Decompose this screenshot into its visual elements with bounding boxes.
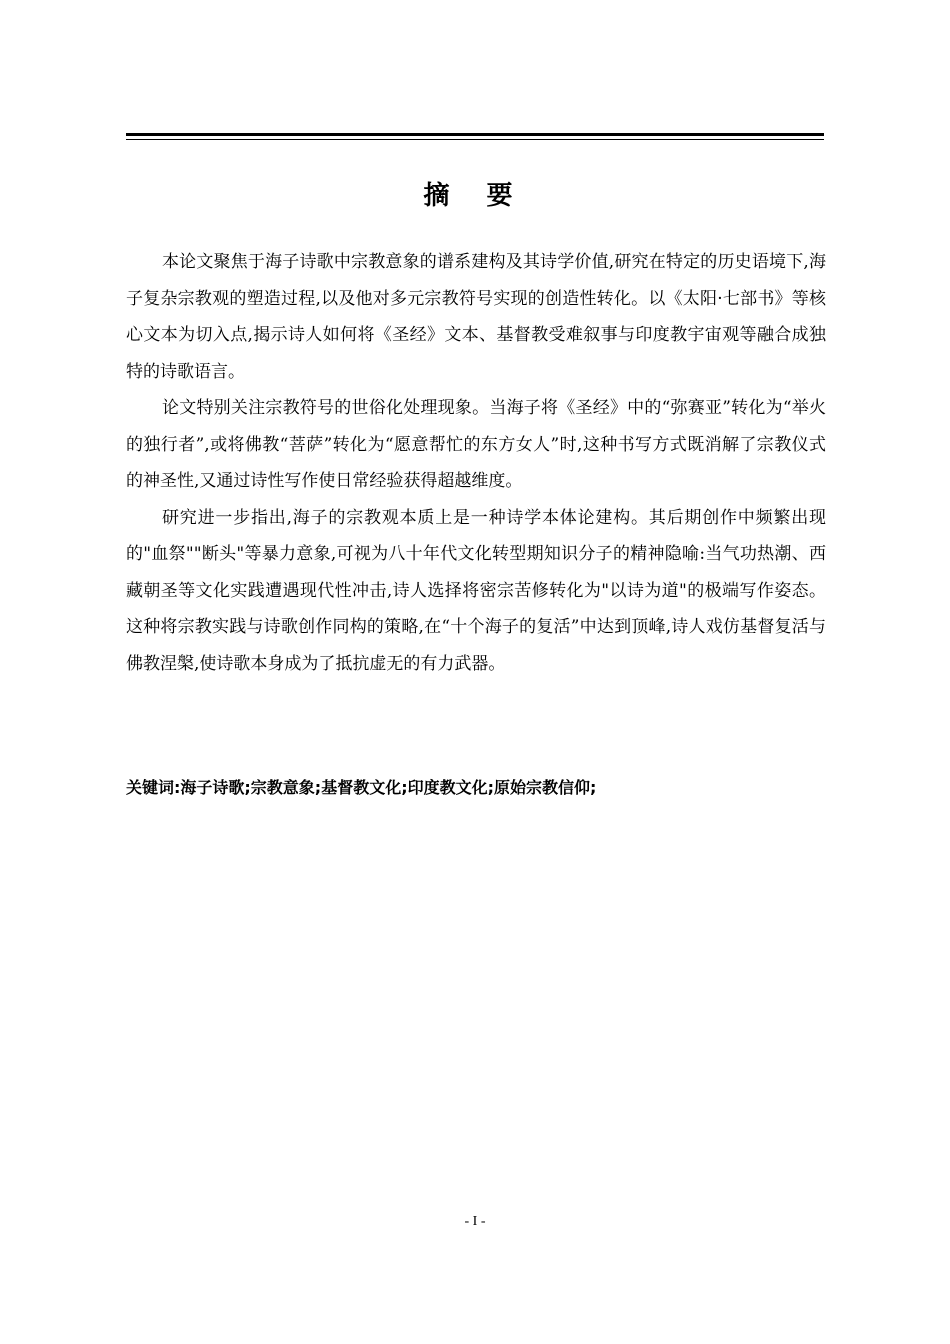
header-rule-thick bbox=[126, 133, 824, 136]
abstract-body bbox=[126, 244, 826, 682]
abstract-paragraph-1: 本论文聚焦于海子诗歌中宗教意象的谱系建构及其诗学价值,研究在特定的历史语境下,海子复杂宗教观的塑造过程,以及他对多元宗教符号实现的创造性转化。以《太阳·七部书》等核心文本为切入点,揭示诗人如何将《圣经》文本、基督教受难叙事与印度教宇宙观等融合成独特的诗歌语言。 bbox=[126, 252, 826, 382]
header-rule-thin bbox=[126, 139, 824, 140]
abstract-paragraph-3: 研究进一步指出,海子的宗教观本质上是一种诗学本体论建构。其后期创作中频繁出现的"血祭""断头"等暴力意象,可视为八十年代文化转型期知识分子的精神隐喻:当气功热潮、西藏朝圣等文化实践遭遇现代性冲击,诗人选择将密宗苦修转化为"以诗为道"的极端写作姿态。这种将宗教实践与诗歌创作同构的策略,在“十个海子的复活”中达到顶峰,诗人戏仿基督复活与佛教涅槃,使诗歌本身成为了抵抗虚无的有力武器。 bbox=[126, 507, 826, 674]
abstract-title: 摘 要 bbox=[423, 181, 527, 211]
keywords: 关键词:海子诗歌;宗教意象;基督教文化;印度教文化;原始宗教信仰; bbox=[126, 778, 597, 797]
abstract-paragraph-2: 论文特别关注宗教符号的世俗化处理现象。当海子将《圣经》中的“弥赛亚”转化为“举火的独行者”,或将佛教“菩萨”转化为“愿意帮忙的东方女人”时,这种书写方式既消解了宗教仪式的神圣性,又通过诗性写作使日常经验获得超越维度。 bbox=[126, 398, 826, 491]
page-number: - I - bbox=[464, 1214, 486, 1229]
